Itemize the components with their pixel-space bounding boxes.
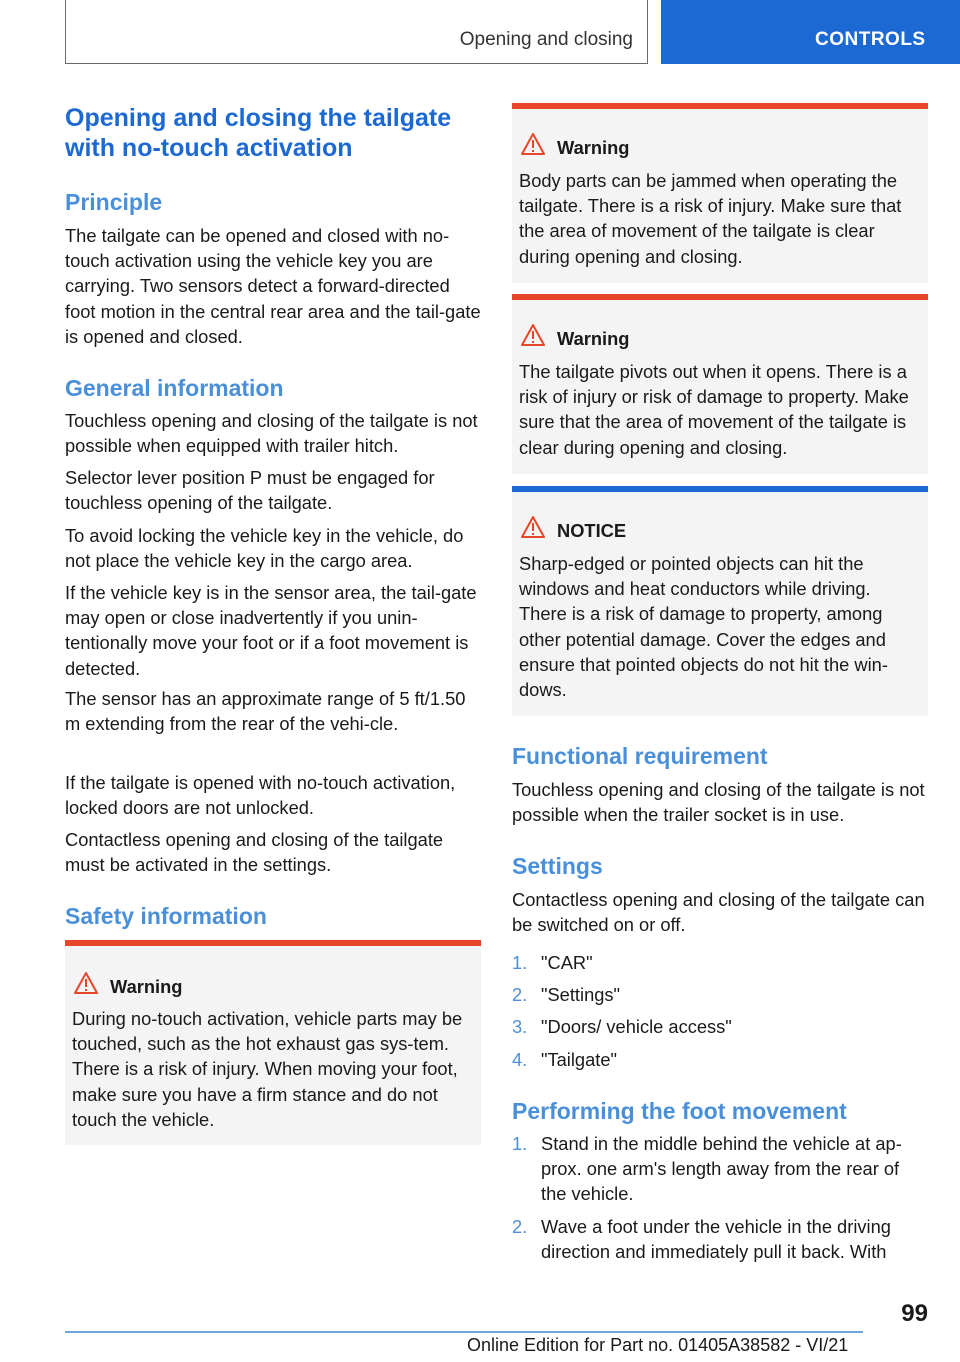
notice-text: Sharp-edged or pointed objects can hit the windows and heat conductors while driving. There is a risk of damage to property, among other potential damage. Cover the edges and ensure that pointed objects do not hit the win-dows. [519, 553, 888, 701]
warning-title: Warning [557, 328, 630, 349]
settings-steps-list [512, 950, 928, 1072]
header-tab-label: CONTROLS [815, 29, 926, 50]
warning-triangle-icon [521, 133, 545, 155]
list-item: 2. "Settings" [512, 984, 621, 1006]
functional-requirement-text: Touchless opening and closing of the tailgate is not possible when the trailer socket is in use. [512, 779, 925, 826]
general-paragraph-5: The sensor has an approximate range of 5 ft/1.50 m extending from the rear of the vehi-cle. [65, 688, 466, 735]
heading-principle: Principle [65, 189, 163, 215]
general-paragraph-1: Touchless opening and closing of the tailgate is not possible when equipped with trailer hitch. [65, 410, 478, 457]
warning-triangle-icon [74, 972, 98, 994]
warning-box-3 [512, 294, 928, 474]
general-paragraph-7: Contactless opening and closing of the tailgate must be activated in the settings. [65, 829, 444, 876]
list-item: 1. "CAR" [512, 952, 593, 973]
warning-text: The tailgate pivots out when it opens. There is a risk of injury or risk of damage to property. Make sure that the area of movement of the tailgate is clear during opening and closing. [519, 361, 909, 458]
warning-title: Warning [557, 137, 630, 158]
header-box [65, 0, 648, 64]
heading-performing-foot-movement: Performing the foot movement [512, 1098, 847, 1124]
warning-text: During no-touch activation, vehicle parts may be touched, such as the hot exhaust gas sys-tem. There is a risk of injury. When moving your foot, make sure you have a firm stance and do not touch the vehicle. [72, 1008, 463, 1130]
footer-edition: Online Edition for Part no. 01405A38582 - VI/21 [467, 1335, 849, 1355]
page-title: Opening and closing the tailgate with no-touch activation [65, 104, 452, 162]
general-paragraph-6: If the tailgate is opened with no-touch activation, locked doors are not unlocked. [65, 772, 456, 819]
notice-title: NOTICE [557, 520, 627, 541]
header-section-title: Opening and closing [459, 29, 633, 50]
settings-text: Contactless opening and closing of the tailgate can be switched on or off. [512, 889, 925, 936]
list-item: 4. "Tailgate" [512, 1048, 617, 1070]
list-item: 2. Wave a foot under the vehicle in the driving direction and immediately pull it back. With [512, 1215, 891, 1262]
warning-title: Warning [110, 976, 183, 997]
footer-rule [65, 1331, 863, 1333]
heading-settings: Settings [512, 853, 603, 879]
list-item: 3. "Doors/ vehicle access" [512, 1016, 732, 1038]
header-tab-controls [661, 0, 960, 64]
warning-box-1 [65, 940, 481, 1145]
warning-triangle-icon [521, 516, 545, 538]
heading-functional-requirement: Functional requirement [512, 743, 768, 769]
warning-box-2 [512, 103, 928, 283]
general-paragraph-2: Selector lever position P must be engaged for touchless opening of the tailgate. [65, 467, 435, 514]
general-paragraph-3: To avoid locking the vehicle key in the vehicle, do not place the vehicle key in the cargo area. [65, 525, 464, 572]
warning-triangle-icon [521, 324, 545, 346]
general-paragraph-4: If the vehicle key is in the sensor area, the tail-gate may open or close inadvertently if you unin-tentionally move your foot or if a foot movement is detected. [65, 582, 477, 679]
foot-steps-list [512, 1131, 928, 1264]
heading-general-information: General information [65, 375, 284, 401]
principle-text: The tailgate can be opened and closed with no-touch activation using the vehicle key you are carrying. Two sensors detect a forward-directed foot motion in the central rear area and the tail-gate is opened and closed. [65, 225, 481, 347]
notice-box [512, 486, 928, 716]
list-item: 1. Stand in the middle behind the vehicle at ap-prox. one arm's length away from the rear of the vehicle. [512, 1133, 902, 1205]
warning-text: Body parts can be jammed when operating the tailgate. There is a risk of injury. Make sure that the area of movement of the tailgate is clear during opening and closing. [519, 170, 902, 267]
heading-safety-information: Safety information [65, 903, 267, 929]
page-number: 99 [901, 1300, 928, 1327]
